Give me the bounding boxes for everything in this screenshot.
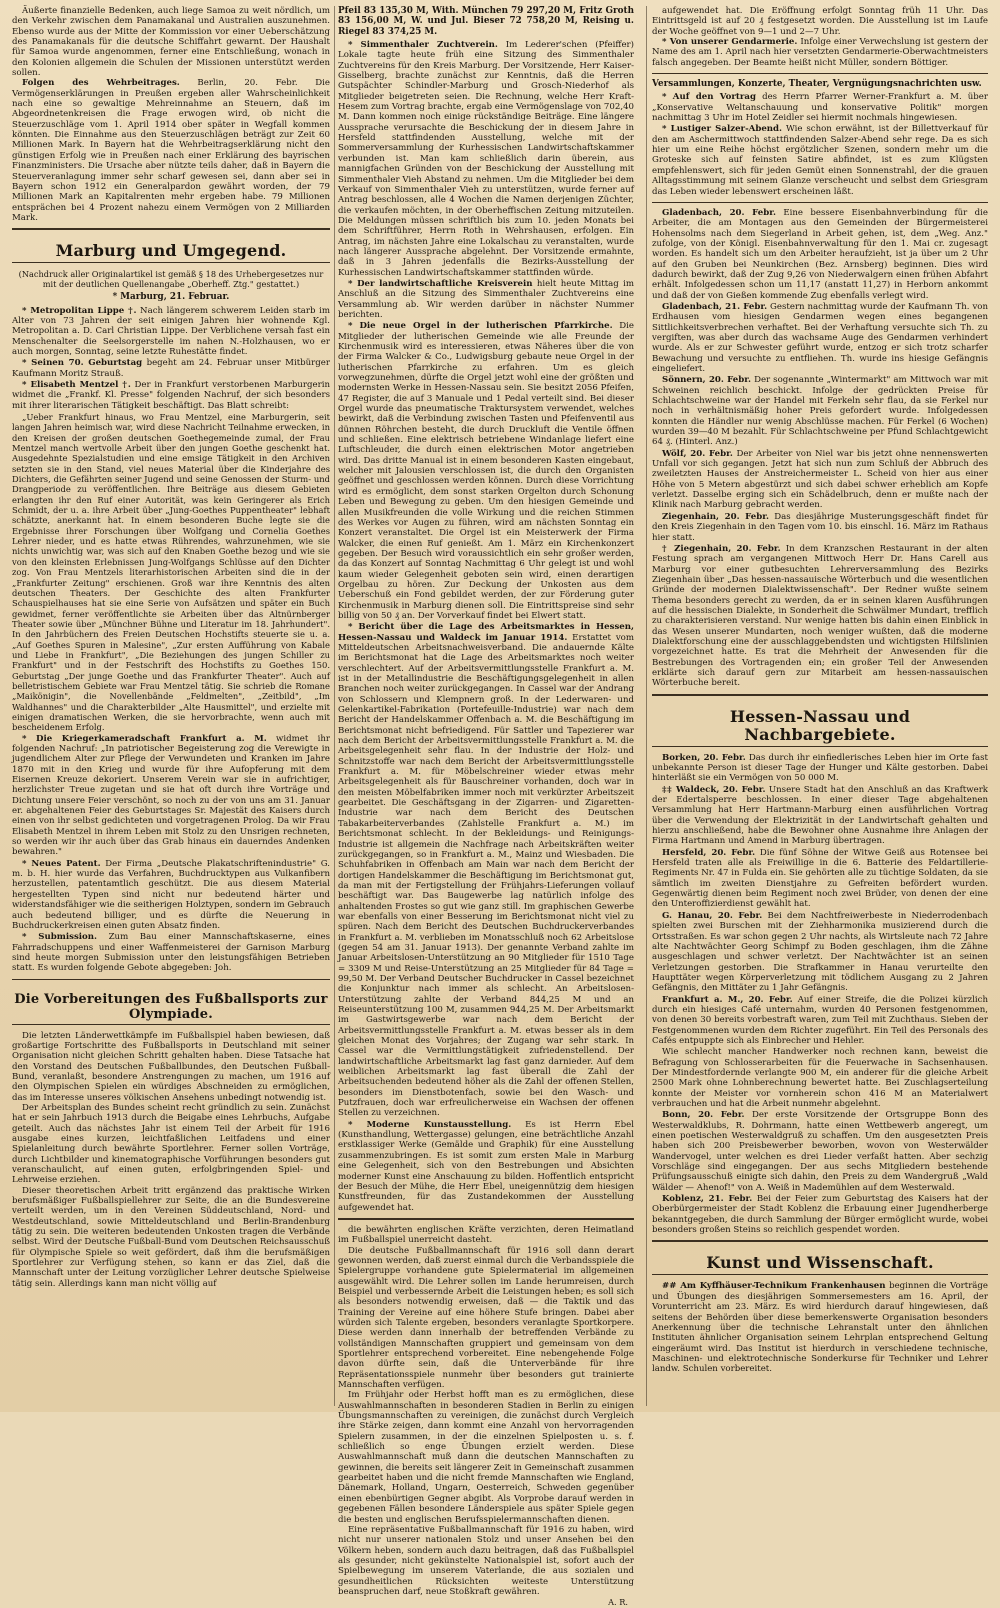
news-body: Der in Frankfurt verstorbenen Marburgerin widmet die „Frankf. Kl. Presse" folgenden Nachruf, der sich besonders mit ihrer literarischen Tätigkeit beschäftigt. Das Blatt schreibt: [12,379,330,411]
news-body: des Herrn Pfarrer Werner-Frankfurt a. M. über „Konservative Weltanschauung und konservative Politik" morgen nachmittag 3 Uhr im Hotel Zeidler sei hiermit nochmals hingewiesen. [652,92,988,124]
news-item [652,753,988,784]
section-heading-hessen-nassau: Hessen-Nassau und Nachbargebiete. [652,706,988,747]
news-item [652,785,988,847]
news-item [652,1281,988,1374]
news-body: Eine bessere Eisenbahnverbindung für die Arbeiter, die am Montagen aus den Gemeinden der Bürgermeisterei Hohensolms nach dem Siegerland in Arbeit gehen, ist, dem „Weg. Anz." zufolge, von der Königl. Eisenbahnverwaltung für den 1. Mai cr. zugesagt worden. Es handelt sich um den Arbeiter heraufzieht, ist ja über um 2 Uhr auf den Gruben bei Neunkirchen (Bez. Arnsberg) beginnen. Dies wird dadurch bewirkt, daß der Zug 9,26 von Niederwalgern einen frühen Abfahrt erhält. Infolgedessen schon um 11,17 (anstatt 11,27) in Herborn ankommt und daß der von Gießen kommende Zug ebenfalls verlegt wird. [652,207,988,301]
article-paragraph: Die deutsche Fußballmannschaft für 1916 soll dann derart gewonnen werden, daß zuerst einmal durch die Verbandsspiele die Spielergruppe vorhandene gute Spielermaterial im allgemeinen ausgewählt wird. Die Lehrer sollen im Lande herumreisen, durch Beispiel und verbessernde Arbeit die Leistungen heben; es soll sich als besonders notwendig erweisen, daß — die Taktik und das Training der Vereine auf eine höhere Stufe bringen. Dabei aber würden sich Talente ergeben, besonders veranlagte Sportkorpere. Diese werden dann innerhalb der betreffenden Verbände zu vollständigen Mannschaften gruppiert und gemeinsam von dem Sportlehrer entsprechend vorbereitet. Eine nebengehende Folge davon dürfte sein, daß die Unterverbände für ihre Repräsentationsspiele nunmehr über besonders gut trainierte Mannschaften verfügen. [338,1245,634,1391]
news-lead: G. Hanau, 20. Febr. [662,910,763,921]
news-item [338,279,634,320]
article-paragraph: Der Arbeitsplan des Bundes scheint recht gründlich zu sein. Zunächst hat er sein Jahrbuch 1913 durch die Beigabe eines Lehrbuchs, Aufgabe geteilt. Auch das nächstes Jahr ist einem Teil der Arbeit für 1916 ausgabe eines kurzen, leichtfaßlichen Leitfadens und einer Spielanleitung durch bewährte Sportlehrer. Ferner sollen Vorträge, durch Lichtbilder und kinematographische Vorführungen besonders gut veranschaulicht, auf einen guten, erfolgbringenden Spiel- und Lehrweise erziehen. [12,1102,330,1186]
news-item [652,37,988,68]
news-lead: † Ziegenhain, 20. Febr. [662,543,781,554]
dateline: * Marburg, 21. Februar. [112,292,230,303]
news-body: Zum Bau einer Mannschaftskaserne, eines Fahrradschuppens und einer Waffenmeisterei der Garnison Marburg sind heute morgen Submission unter den leistungsfähigen Betrieben statt. Es wurden folgende Gebote abgegeben: Joh. [12,932,330,974]
news-body: Das durch ihr einfiedlerisches Leben hier im Orte fast unbekannte Person ist dieser Tage der Hunger und Kälte gestorben. Dabei hinterläßt sie ein Vermögen von 50 000 M. [652,752,988,784]
section-heading-marburg: Marburg und Umgegend. [12,240,330,263]
news-item [338,1120,634,1213]
obituary-quote: „Ueber Frankfurt hinaus, wo Frau Mentzel, eine Marburgerin, seit langen Jahren heimisch war, wird diese Nachricht Teilnahme erwecken, in den Kreisen der großen deutschen Goethegemeinde zumal, der Frau Mentzel manch wertvolle Arbeit über den jungen Goethe geschenkt hat. Ausgedehnte Spezialstudien und eine emsige Tätigkeit in den Archiven setzten sie in den Stand, viel neues Material über die Kinderjahre des Dichters, die Gefährten seiner Jugend und seine Genossen der Sturm- und Drangperiode zu veröffentlichen. Ihre Beiträge aus diesem Gebieten erlangten ihr den Ruf einer Autorität, was kein Geringerer als Erich Schmidt, der u. a. ihre Arbeit über „Jung-Goethes Puppentheater" lebhaft schätzte, anerkannt hat. In einem besonderen Buche legte sie die Ergebnisse ihrer Forschungen über Wolfgang und Cornelia Goethes Lehrer nieder, und es hatte etwas Rührendes, wahrzunehmen, wie sie nichts unwichtig war, was sich auf den Knaben Goethe bezog und wie sie von den kleinsten Erlebnissen Jung-Wolfgangs Schlüsse auf den Dichter zog. Von Frau Mentzels literarhistorischen Arbeiten sind die in der „Frankfurter Zeitung" erschienen. Groß war ihre Kenntnis des alten deutschen Theaters. Der Geschichte des alten Frankfurter Schauspielhauses hat sie eine Serie von Aufsätzen und später ein Buch gewidmet, ferner veröffentlichte sie Arbeiten über das Altnürnberger Theater sowie über „Münchner Bühne und Literatur im 18. Jahrhundert". In den Jahrbüchern des Freien Deutschen Hochstifts steuerte sie u. a. „Auf Goethes Spuren in Malesine", „Zur ersten Aufführung von Kabale und Liebe in Frankfurt", „Die Beziehungen des jungen Schiller zu Frankfurt" und in der Festschrift des Hochstifts zu Goethes 150. Geburtstag „Der junge Goethe und das Frankfurter Theater". Auch auf belletristischem Gebiete war Frau Mentzel tätig. Sie schrieb die Romane „Maikönigin", die Novellenbände „Feldmelten", „Zeitbild", „Im Waldhannes" und die Charakterbilder „Alte Hausmittel", und erzielte mit einigen dramatischen Werken, die sie hervorbrachte, wenn auch mit bescheidenem Erfolg. [12,412,330,733]
news-body: begeht am 24. Februar unser Mitbürger Kaufmann Moritz Strauß. [12,358,330,379]
author-signature: A. R. [608,1597,628,1608]
news-item [652,208,988,301]
news-item [652,512,988,543]
news-lead: * Elisabeth Mentzel †. [22,379,131,390]
news-item [652,302,988,374]
news-item [12,78,330,223]
news-body: beginnen die Vorträge und Übungen des diesjährigen Sommersemesters am 16. April, der Vorunterricht am 23. März. Es wird hierdurch darauf hingewiesen, daß seitens der Behörden über diese bemerkenswerte Organisation besonders Anerkennung über die technische Lehranstalt unter den ähnlichen Instituten ähnlicher Organisation seinem Lehrplan entsprechend Geltung eingeräumt wird. Das Institut ist hierdurch in verschiedene technische, Maschinen- und elektrotechnische Sonderkurse für Techniker und Lehrer landw. Schulen vorbereitet. [652,1281,989,1375]
news-lead: Gladenbach, 20. Febr. [662,207,776,218]
news-body: Im Lederer'schen (Pfeiffer) Lokale tagte heute früh eine Sitzung des Simmenthaler Zuchtvereins für den Kreis Marburg. Der Vorsitzende, Herr Kaiser-Gisselberg, brachte zunächst zur Kenntnis, daß die Herren Gutspächter Schindler-Marburg und Grosch-Niederhof als Mitglieder beigetreten seien. Die Rechnung, welche Herr Kraft-Hesem zum Vortrag brachte, ergab eine Vermögenslage von 702,40 M. Dann kommen noch einige rückständige Beiträge. Eine längere Aussprache verursachte die Beschickung der in diesem Jahre in Hersfeld stattfindenden Ausstellung, welche mit der Sommerversammlung der Kurhessischen Landwirtschaftskammer verbunden ist. Man kam schließlich darin überein, aus mannigfachen Gründen von der Beschickung der Ausstellung mit Simmenthaler Vieh Abstand zu nehmen. Um die Mitglieder bei dem Verkauf von Simmenthaler Vieh zu unterstützen, wurde ferner auf Antrag beschlossen, alle 4 Wochen die Namen derjenigen Züchter, die verkaufen möchten, in der Oberheffischen Zeitung mitzuteilen. Die Meldungen müssen schriftlich bis zum 10. jeden Monats bei dem Schriftführer, Herrn Roth in Wehrshausen, erfolgen. Ein Antrag, im nächsten Jahre eine Lokalschau zu veranstalten, wurde nach längerer Aussprache abgelehnt. Der Vorsitzende ermahnte, daß in 3 Jahren jedenfalls die Bezirks-Ausstellung der Kurhessischen Landwirtschaftskammer stattfinden würde. [338,40,634,278]
news-lead: Gladenbach, 21. Febr. [662,301,768,312]
news-body: Berlin, 20. Febr. Die Vermögenserklärungen in Preußen ergeben aller Wahrscheinlichkeit nach eine so gewaltige Mehreinnahme an Steuern, daß im Abgeordnetenkreisen die Frage erwogen wird, ob nicht die Steuerzuschläge vom 1. April 1914 ober später in Wegfall kommen könnten. Die Einnahme aus den Steuerzuschlägen beträgt zur Zeit 60 Millionen Mark. In Bayern hat die Wehrbeitragserklärung nicht den günstigen Erfolg wie in Preußen nach einer Erklärung des bayrischen Finanzministers. Die Ursache aber nützte teils daher, daß in Bayern die Steuerveranlagung immer sehr scharf gewesen sei, dann aber sei in Bayern schon 1912 ein Generalpardon gewährt worden, der 79 Millionen Mark an Kapitalrenten mehr ergeben habe. 79 Millionen entsprächen bei 4 Prozent nahezu einem Vermögen von 2 Milliarden Mark. [12,78,330,223]
section-rule [12,228,330,230]
news-item [652,1110,988,1193]
news-lead: * Auf den Vortrag [662,92,756,103]
news-item [652,544,988,689]
news-body: Der sogenannte „Wintermarkt" am Mittwoch war mit Schweinen reichlich beschickt. Infolge der gedrückten Preise für Schlachtschweine war der Handel mit Ferkeln sehr flau, da sie Ferkel nur noch in verhältnismäßig hoher Preis gefordert wurde. Infolgedessen konnten die Händler nur wenig Abschlüsse machen. Für Ferkel (6 Wochen) wurden 39—40 M bezahlt. Für Schlachtschweine per Pfund Schlachtgewicht 64 ₰. (Hinterl. Anz.) [652,375,988,448]
news-body: Der Firma „Deutsche Plakatschriftenindustrie" G. m. b. H. hier wurde das Verfahren, Buchdrucktypen aus Vulkanfibern herzustellen, patentamtlich geschützt. Die aus diesem Material hergestellten Typen sind nicht nur bedeutend härter und widerstandsfähiger wie die seitherigen Holztypen, sondern im Gebrauch auch bedeutend billiger, und es dürfte die Neuerung in Buchdruckerkreisen einen guten Absatz finden. [12,858,330,931]
article-intro: Äußerte finanzielle Bedenken, auch liege Samoa zu weit nördlich, um den Verkehr zwischen dem Panamakanal und Australien auszunehmen. Ebenso wurde aus der Mitte der Kommission vor einer Ueberschätzung des Panamakanals für die deutsche Schiffahrt gewarnt. Der Haushalt für Samoa wurde angenommen, ferner eine Entschließung, wonach in den Kolonien allgemein die Schulen der Missionen unterstützt werden sollen. [12,6,330,79]
section-rule [652,202,988,203]
news-body: Erstattet vom Mitteldeutschen Arbeitsnachweisverband. Die andauernde Kälte im Berichtsmonat hat die Lage des Arbeitsmarktes noch weiter verschlechtert. Auf der Arbeitsvermittlungsstelle Frankfurt a. M. ist in der Metallindustrie die Beschäftigungsgelegenheit in allen Branchen noch weiter zurückgegangen. In Cassel war der Andrang von Schlossern und Klempnern groß. In der Lederwaren- und Gelenkartikel-Fabrikation (Portefeuille-Industrie) war nach dem Bericht der Handelskammer Offenbach a. M. die Beschäftigung im Berichtsmonat nicht befriedigend. Für Sattler und Tapezierer war nach dem Bericht der Arbeitsvermittlungsstelle Frankfurt a. M. die Arbeitsgelegenheit sehr flau. In der Industrie der Holz- und Schnitzstoffe war nach dem Bericht der Arbeitsvermittlungsstelle Frankfurt a. M. für Möbelschreiner wieder etwas mehr Arbeitsgelegenheit als für Bauschreiner vorhanden, doch war in den meisten Möbelfabriken immer noch mit verkürzter Arbeitszeit gearbeitet. Die Geschäftsgang in der Zigarren- und Zigaretten-Industrie war nach dem Bericht des Deutschen Tabakarbeiterverbandes (Zahlstelle Frankfurt a. M.) im Berichtsmonat schlecht. In der Bekleidungs- und Reinigungs-Industrie ist allgemein die Nachfrage nach Arbeitskräften weiter zurückgegangen, so in Frankfurt a. M., Mainz und Wiesbaden. Die Schuhfabriken in Offenbach am Main war nach dem Bericht der dortigen Handelskammer die Beschäftigung im Berichtsmonat gut, da man mit der Fertigstellung der Frühjahrs-Lieferungen vollauf beschäftigt war. Das Baugewerbe lag natürlich infolge des anhaltenden Frostes so gut wie ganz still. Im graphischen Gewerbe war ebenfalls von einer Besserung im Berichtsmonat nicht viel zu spüren. Nach dem Bericht des Deutschen Buchdruckerverbandes in Frankfurt a. M. verblieben im Monatsschluß noch 62 Arbeitslose (gegen 54 am 31. Januar 1913). Der genannte Verband zahlte im Januar Arbeitslosen-Unterstützung an 90 Mitglieder für 1510 Tage = 3309 M und Reise-Unterstützung an 25 Mitglieder für 84 Tage = 99,50 M. Der Verband Deutscher Buchdrucker in Cassel bezeichnet die Konjunktur nach immer als schlecht. An Arbeitslosen-Unterstützung zahlte der Verband 844,25 M und an Reiseunterstützung 100 M, zusammen 944,25 M. Der Arbeitsmarkt im Gastwirtsgewerbe war nach dem Bericht der Arbeitsvermittlungsstelle Frankfurt a. M. etwas besser als in dem gleichen Monat des Vorjahres; der Zugang war sehr stark. In Cassel war die Vermittlungstätigkeit zufriedenstellend. Der landwirtschaftliche Arbeitsmarkt lag fast ganz darnieder. Auf dem weiblichen Arbeitsmarkt lag fast überall die Zahl der Arbeitsuchenden bedeutend höher als die Zahl der offenen Stellen, besonders im Dienstbotenfach, sowie bei den Wasch- und Putzfrauen, doch war erfreulicherweise ein Wachsen der offenen Stellen zu verzeichnen. [338,632,634,1119]
submission-bids: Pfeil 83 135,30 M, With. München 79 297,20 M, Fritz Groth 83 156,00 M, W. und Jul. Bieser 72 758,20 M, Reising u. Riegel 83 374,25 M. [338,6,634,37]
news-lead: Borken, 20. Febr. [662,752,746,763]
news-lead: * Von unserer Gendarmerie. [662,37,798,48]
section-rule [652,694,988,696]
news-lead: * Die Kriegerkameradschaft Frankfurt a. M. [22,733,267,744]
news-lead: Frankfurt a. M., 20. Febr. [662,994,793,1005]
news-lead: Koblenz, 21. Febr. [662,1194,753,1205]
news-lead: * Die neue Orgel in der lutherischen Pfarrkirche. [348,321,613,332]
news-lead: * Lustiger Salzer-Abend. [662,124,783,135]
section-rule [652,73,988,74]
news-body: widmet ihr folgenden Nachruf: „In patriotischer Begeisterung zog die Verewigte in jugendlichem Alter zur Pflege der Verwundeten und Kranken im Jahre 1870 mit in den Krieg und wurde für ihre Aufopferung mit dem Eisernen Kreuze dekoriert. Unserem Verein war sie in aufrichtiger, herzlichster Treue zugetan und sie hat oft durch ihre Vorträge und Dichtung unsere Feier verschönt, so noch zu der von uns am 31. Januar er. abgehaltenen Feier des Geburtstages Sr. Majestät des Kaisers durch einen von ihr selbst gedichteten und vorgetragenen Prolog. Da wir Frau Elisabeth Mentzel in ihrem Leben mit Stolz zu den Unsrigen rechneten, so werden wir ihr auch über das Grab hinaus ein dauerndes Andenken bewahren." [12,733,331,858]
news-item [652,1194,988,1235]
column-middle [338,6,634,1608]
news-item [652,911,988,994]
news-item [12,734,330,858]
news-item [652,449,988,511]
news-body: Wie schlecht mancher Handwerker noch rechnen kann, beweist die Befragung von Schlosserarbeiten für die Feuerwache in Sachsenhausen. Der Mindestfordernde verlangte 900 M, ein anderer für die gleiche Arbeit 2500 Mark ohne Lohnberechnung bewertet hatte. Bei Zuschlagserteilung konnte der Meister vor vornherein schon 416 M an Materialwert verbrauchen und hat die Arbeit nunmehr abgelehnt. [652,1047,988,1109]
column-divider [334,6,335,1406]
column-divider [646,6,647,1406]
news-item [652,995,988,1047]
news-lead: * Neues Patent. [22,858,101,869]
section-rule [652,1240,988,1242]
news-item [338,622,634,1119]
news-body: Bei dem Nachtfreiwerbeste in Niederrodenbach spielten zwei Burschen mit der Ziehharmonika musizierend durch die Ortsstraßen. Es war schon gegen 2 Uhr nachts, als Wirtsleute nach 72 Jahre alte Nachtwächter Georg Schimpf zu Boden geschlagen, ihm die Zähne ausgeschlagen und schwer verletzt. Der Nachtwächter ist an seinen Verletzungen gestorben. Die Strafkammer in Hanau verurteilte den Haupttäter wegen Körperverletzung mit tödlichem Ausgang zu 2 Jahren Gefängnis, den Mittäter zu 1 Jahr Gefängnis. [652,910,988,994]
section-rule [12,979,330,980]
news-lead: Ziegenhain, 20. Febr. [662,511,769,522]
article-paragraph: Dieser theoretischen Arbeit tritt ergänzend das praktische Wirken berufsmäßiger Fußballspiellehrer zur Seite, die an die Bundesvereine verteilt werden, um in den Vereinen Süddeutschland, Nord- und Westdeutschland, sowie Mitteldeutschland und Berlin-Brandenburg tätig zu sein. Die weiteren bedeutenden Unkosten tragen die Verbände selbst. Wird der Deutsche Fußball-Bund vom Deutschen Reichsausschuß für Olympische Spiele so weit gefördert, daß ihm die berufsmäßigen Sportlehrer zur Verfügung stehen, so kann er das Ziel, daß die Mannschaft unter der Leitung vorzüglicher Lehrer deutsche Spielweise tätig sein. Allerdings kann man nicht völlig auf [12,1185,330,1289]
news-body: Die Mitglieder der lutherischen Gemeinde wie alle Freunde der Kirchenmusik wird es interessieren, etwas Näheres über die von der Firma Walcker & Co., Ludwigsburg gebaute neue Orgel in der lutherischen Pfarrkirche zu erfahren. Um es gleich vorwegzunehmen, dürfte die Orgel jetzt wohl eine der größten und modernsten Werke in Hessen-Nassau sein. Sie besitzt 2056 Pfeifen, 47 Register, die auf 3 Manuale und 1 Pedal verteilt sind. Bei dieser Orgel wurde das pneumatische Traktursystem verwendet, welches bewirkt, daß die Verbindung zwischen Tasten und Pfeifenventil aus dünnen Röhrchen besteht, die durch Druckluft die Ventile öffnen und schließen. Eine elektrisch betriebene Windanlage liefert eine Luftschleuder, die durch einen elektrischen Motor angetrieben wird. Das dritte Manual ist in einem besonderen Kasten eingebaut, welcher mit Jalousien verschlossen ist, die durch den Organisten geöffnet und geschlossen werden können. Durch diese Vorrichtung wird es ermöglicht, dem sonst starken Orgelton durch Schonung Leben und Bewegung zu geben. Um den hiesigen Gemeinde und allen Musikfreunden die volle Wirkung und die reichen Stimmen des Werkes vor Augen zu führen, wird am nächsten Sonntag ein Konzert veranstaltet. Die Orgel ist ein Meisterwerk der Firma Walcker, die einen Ruf genießt. Am 1. März ein Kirchenkonzert gegeben. Der Besuch wird voraussichtlich ein sehr großer werden, da das Konzert auf Sonntag Nachmittag 6 Uhr gelegt ist und wohl kaum wieder Gelegenheit geboten sein wird, einen derartigen Orgelbau zu hören. Zur Deckung der Unkosten aus dem Ueberschuß ein Fond gebildet werden, der zur Förderung guter Kirchenmusik in Marburg dienen soll. Die Eintrittspreise sind sehr billig von 50 ₰ an. Der Vorverkauf findet bei Elwert statt. [338,321,634,621]
news-item [12,306,330,358]
news-item [652,92,988,123]
column-right [652,6,988,1406]
news-lead: * Der landwirtschaftliche Kreisverein [348,278,533,289]
article-paragraph: Im Frühjahr oder Herbst hofft man es zu ermöglichen, diese Auswahlmannschaften in besonderen Stadien in Berlin zu einigen Übungsmannschaften zu vereinigen, die zunächst durch Vergleich ihre Stärke zeigen, dann kommt eine Anzahl von hervorragenden Spielern zusammen, in der die einzelnen Spielposten u. s. f. schließlich so enge Übungen erzielt werden. Diese Auswahlmannschaft muß dann die deutschen Mannschaften zu gewinnen, die bereits seit längerer Zeit in Gemeinschaft zusammen gearbeitet haben und die nicht fremde Mannschaften wie England, Dänemark, Holland, Ungarn, Oesterreich, Schweden gegenüber einen ebenbürtigen Gegner abgibt. Als Vorprobe darauf werden in gegebenen Fällen besondere Länderspiele aus später Spiele gegen die besten und englischen Berufsspielermannschaften dienen. [338,1390,634,1525]
news-lead: * Seinen 70. Geburtstag [22,358,143,369]
news-lead: ‡‡ Waldeck, 20. Febr. [662,784,766,795]
news-item [12,932,330,973]
news-body: Das diesjährige Musterungsgeschäft findet für den Kreis Ziegenhain in den Tagen vom 10. bis einschl. 16. März im Rathaus hier statt. [652,511,989,543]
news-lead: * Submission. [22,932,98,943]
news-lead: * Metropolitan Lippe †. [22,305,137,316]
article-paragraph: Die letzten Länderwettkämpfe im Fußballspiel haben bewiesen, daß großartige Fortschritte des Fußballsports in Deutschland mit seiner Organisation nicht gleichen Schritt gehalten haben. Diese Tatsache hat den Vorstand des Deutschen Fußballbundes, den Deutschen Fußball-Bund, veranlaßt, besondere Anstrengungen zu machen, um 1916 auf den Olympischen Spielen ein würdiges Abschneiden zu ermöglichen, das im Interesse unseres völkischen Ansehens unbedingt notwendig ist. [12,1030,330,1103]
news-body: Auf einer Streife, die die Polizei kürzlich durch ein hiesiges Café unternahm, wurden 40 Personen festgenommen, von denen 30 bereits vorbestraft waren, zum Teil mit Zuchthaus. Sieben der Festgenommenen wurden dem Richter zugeführt. Ein Teil des Personals des Cafés entpuppte sich als Einbrecher und Hehler. [652,994,988,1046]
news-body: Unsere Stadt hat den Anschluß an das Kraftwerk der Edertalsperre beschlossen. In einer dieser Tage abgehaltenen Versammlung hat Herr Hartmann-Marburg einen ausführlichen Vortrag über die Verwendung der Elektrizität in der Landwirtschaft gehalten und hierzu anschließend, habe die Bewohner ohne Ausnahme ihre Anlagen der Firma Hartmann und Amend in Marburg übertragen. [652,784,989,847]
news-lead: ## Am Kyffhäuser-Technikum Frankenhausen [662,1281,886,1292]
news-body: Wie schon erwähnt, ist der Billettverkauf für den am Aschermittwoch stattfindenden Salzer-Abend sehr rege. Da es sich hier um eine Reihe höchst ergötzlicher Szenen, sondern mehr um die Groteske sich auf feinsten Satire abfindet, ist es zum Klügsten empfehlenswert, sich für jeden Gemüt einen Sonnenstrahl, der die grauen Alltagsstimmung mit seinem Glanze verscheucht und selbst dem Griesgram das Leben wieder lebenswert erscheinen läßt. [652,124,988,197]
news-item [652,848,988,910]
news-body: Nach längerem schwerem Leiden starb im Alter von 73 Jahren der seit einigen Jahren hier wohnende Kgl. Metropolitan a. D. Carl Christian Lippe. Der Verblichene versah fast ein Menschenalter die Seelsorgerstelle im nahen N.-Holzhausen, wo er auch morgen, Sonntag, seine letzte Ruhestätte findet. [12,305,331,357]
news-lead: Sönnern, 20. Febr. [662,375,752,386]
section-subheading: Versammlungen, Konzerte, Theater, Vergnügungsnachrichten usw. [652,79,982,90]
article-paragraph: aufgewendet hat. Die Eröffnung erfolgt Sonntag früh 11 Uhr. Das Eintrittsgeld ist auf 20 ₰ festgesetzt worden. Die Ausstellung ist im Laufe der Woche geöffnet von 9—1 und 2—7 Uhr. [652,6,988,37]
section-heading-football: Die Vorbereitungen des Fußballsports zur Olympiade. [12,990,330,1025]
column-left [12,6,330,1406]
article-paragraph: die bewährten englischen Kräfte verzichten, deren Heimatland im Fußballspiel unerreicht dasteht. [338,1224,634,1246]
news-lead: * Simmenthaler Zuchtverein. [348,40,498,51]
news-lead: Hersfeld, 20. Febr. [662,847,756,858]
article-paragraph: Eine repräsentative Fußballmannschaft für 1916 zu haben, wird nicht nur unserer nationalen Stolz und unser Ansehen bei den Völkern heben, sondern auch dazu beitragen, daß das Fußballspiel als gesunder, nicht gekünstelte Nationalspiel ist, sofort auch der Spielbewegung im unserem Vaterlande, die aus sozialen und gesundheitlichen Rücksichten weiteste Unterstützung beanspruchen darf, neue Stoßkraft gewähren. [338,1524,634,1597]
news-item [338,321,634,621]
news-lead: Folgen des Wehrbeitrages. [22,78,180,89]
news-lead: * Moderne Kunstausstellung. [348,1119,512,1130]
news-body: Der Arbeiter von Niel war bis jetzt ohne nennenswerten Unfall vor sich gegangen. Jetzt hat sich nun zum Schluß der Abbruch des zweiletzten Hauses der Anstreichermeister L. Scheid von hier aus einer Höhe von 5 Metern abgestürzt und sich dabei schwer erheblich am Kopfe verletzt. Dasselbe erging sich ein Schädelbruch, denn er mußte nach der Klinik nach Marburg gebracht werden. [652,448,989,511]
reprint-note: (Nachdruck aller Originalartikel ist gemäß § 18 des Urhebergesetzes nur mit der deutlichen Quellenangabe „Oberheff. Ztg." gestattet.) [18,269,324,290]
news-item [652,124,988,196]
news-item [652,1047,988,1109]
news-lead: Wölf, 20. Febr. [662,448,733,459]
news-body: Infolge einer Verwechslung ist gestern der Name des am 1. April nach hier versetzten Gendarmerie-Oberwachtmeisters falsch angegeben. Der Beamte heißt nicht Müller, sondern Böttiger. [652,37,988,68]
news-body: In dem Kranzschen Restaurant in der alten Festung sprach am vergangenen Mittwoch Herr Dr. Hans Carell aus Marburg vor einer gutbesuchten Lehrerversammlung des Bezirks Ziegenhain über „Das hessen-nassauische Wörterbuch und die wesentlichen Gründe der modernen Dialektwissenschaft". Der Redner wußte seinem Thema besonders gerecht zu werden, da er in seinen klaren Ausführungen auf die hessischen Dialekte, in Sonderheit die Schwälmer Mundart, trefflich zu charakterisieren verstand. Nur wenige hatten bis dahin einen Einblick in das Wesen unserer Mundarten, noch weniger wußten, daß die moderne Dialektforschung eine der ausschlaggebendsten und wichtigsten Hilfslinien vorgezeichnet hatte. Es trat die Mehrheit der Anwesenden für die Bestrebungen des Vortragenden ein; ein großer Teil der Anwesenden erklärte sich darauf gern zur Mitarbeit am hessen-nassauischen Wörterbuche bereit. [652,543,989,689]
news-item [338,40,634,278]
news-body: Gestern nachmittag wurde der Kaufmann Th. von Erdhausen vom hiesigen Gendarmen wegen eines begangenen Sittlichkeitsverbrechen verhaftet. Bei der Verhaftung versuchte sich Th. zu vergiften, was aber durch das wachsame Auge des Gendarmen verhindert wurde. Als er zur Schwester geführt wurde, entzog er sich trotz scharfer Bewachung und versuchte zu entfliehen. Th. wurde ins hiesige Gefängnis eingeliefert. [652,301,989,374]
news-item [12,380,330,411]
news-body: hielt heute Mittag im Anschluß an die Sitzung des Simmenthaler Zuchtvereins eine Versammlung ab. Wir werden darüber in nächster Nummer berichten. [338,278,634,320]
news-body: Der erste Vorsitzende der Ortsgruppe Bonn des Westerwaldklubs, R. Dohrmann, hatte einen Wettbewerb angeregt, um einen poetischen Westerwaldgruß zu schaffen. Um den ausgesetzten Preis haben sich 200 Preisbewerber beworben, wovon von Westerwälder Wandervogel, unter welchen es drei Lieder verfaßt hatten. Aber sechzig Vorschläge sind eingegangen. Der aus sechs Mitgliedern bestehende Prüfungsausschuß einigte sich dahin, den Preis zu dem Wandergruß „Wald Wälder — Ahenof!" von A. Weiß in Mademühlen auf dem Westerwald. [652,1110,989,1193]
news-body: Die fünf Söhne der Witwe Geiß aus Rotensee bei Hersfeld traten alle als Freiwillige in die 6. Batterie des Feldartillerie-Regiments Nr. 47 in Fulda ein. Sie gehörten alle zu tüchtige Soldaten, da sie sämtlich im zweiten Dienstjahre zu Gefreiten befördert wurden. Gegenwärtig dienen beim Regiment noch zwei Brüder, von denen der eine den Unteroffizierdienst gewählt hat. [652,847,989,910]
news-body: Bei der Feier zum Geburtstag des Kaisers hat der Oberbürgermeister der Stadt Koblenz die Erbauung einer Jugendherberge bekanntgegeben, die durch Sammlung der Bürger ermöglicht wurde, wobei besonders großen Steins so reichlich gespendet worden. [652,1194,989,1236]
news-item [12,358,330,379]
news-lead: Bonn, 20. Febr. [662,1110,745,1121]
section-rule [338,1218,634,1220]
news-lead: * Bericht über die Lage des Arbeitsmarktes in Hessen, Hessen-Nassau und Waldeck im Januar 1914. [338,622,634,643]
news-body: Es ist Herrn Ebel (Kunsthandlung, Wettergasse) gelungen, eine beträchtliche Anzahl erstklassiger Werke (Gemälde und Graphik) für eine Ausstellung zusammenzubringen. Es ist somit zum ersten Male in Marburg eine Gelegenheit, sich von den Bestrebungen und Absichten moderner Kunst eine Anschauung zu bilden. Hoffentlich entspricht der Besuch der Mühe, die Herr Ebel, uneigennützig dem hiesigen Kunstfreunden, für das Zustandekommen der Ausstellung aufgewendet hat. [338,1119,634,1213]
news-item [652,375,988,447]
news-item [12,859,330,931]
section-heading-art: Kunst und Wissenschaft. [652,1252,988,1275]
